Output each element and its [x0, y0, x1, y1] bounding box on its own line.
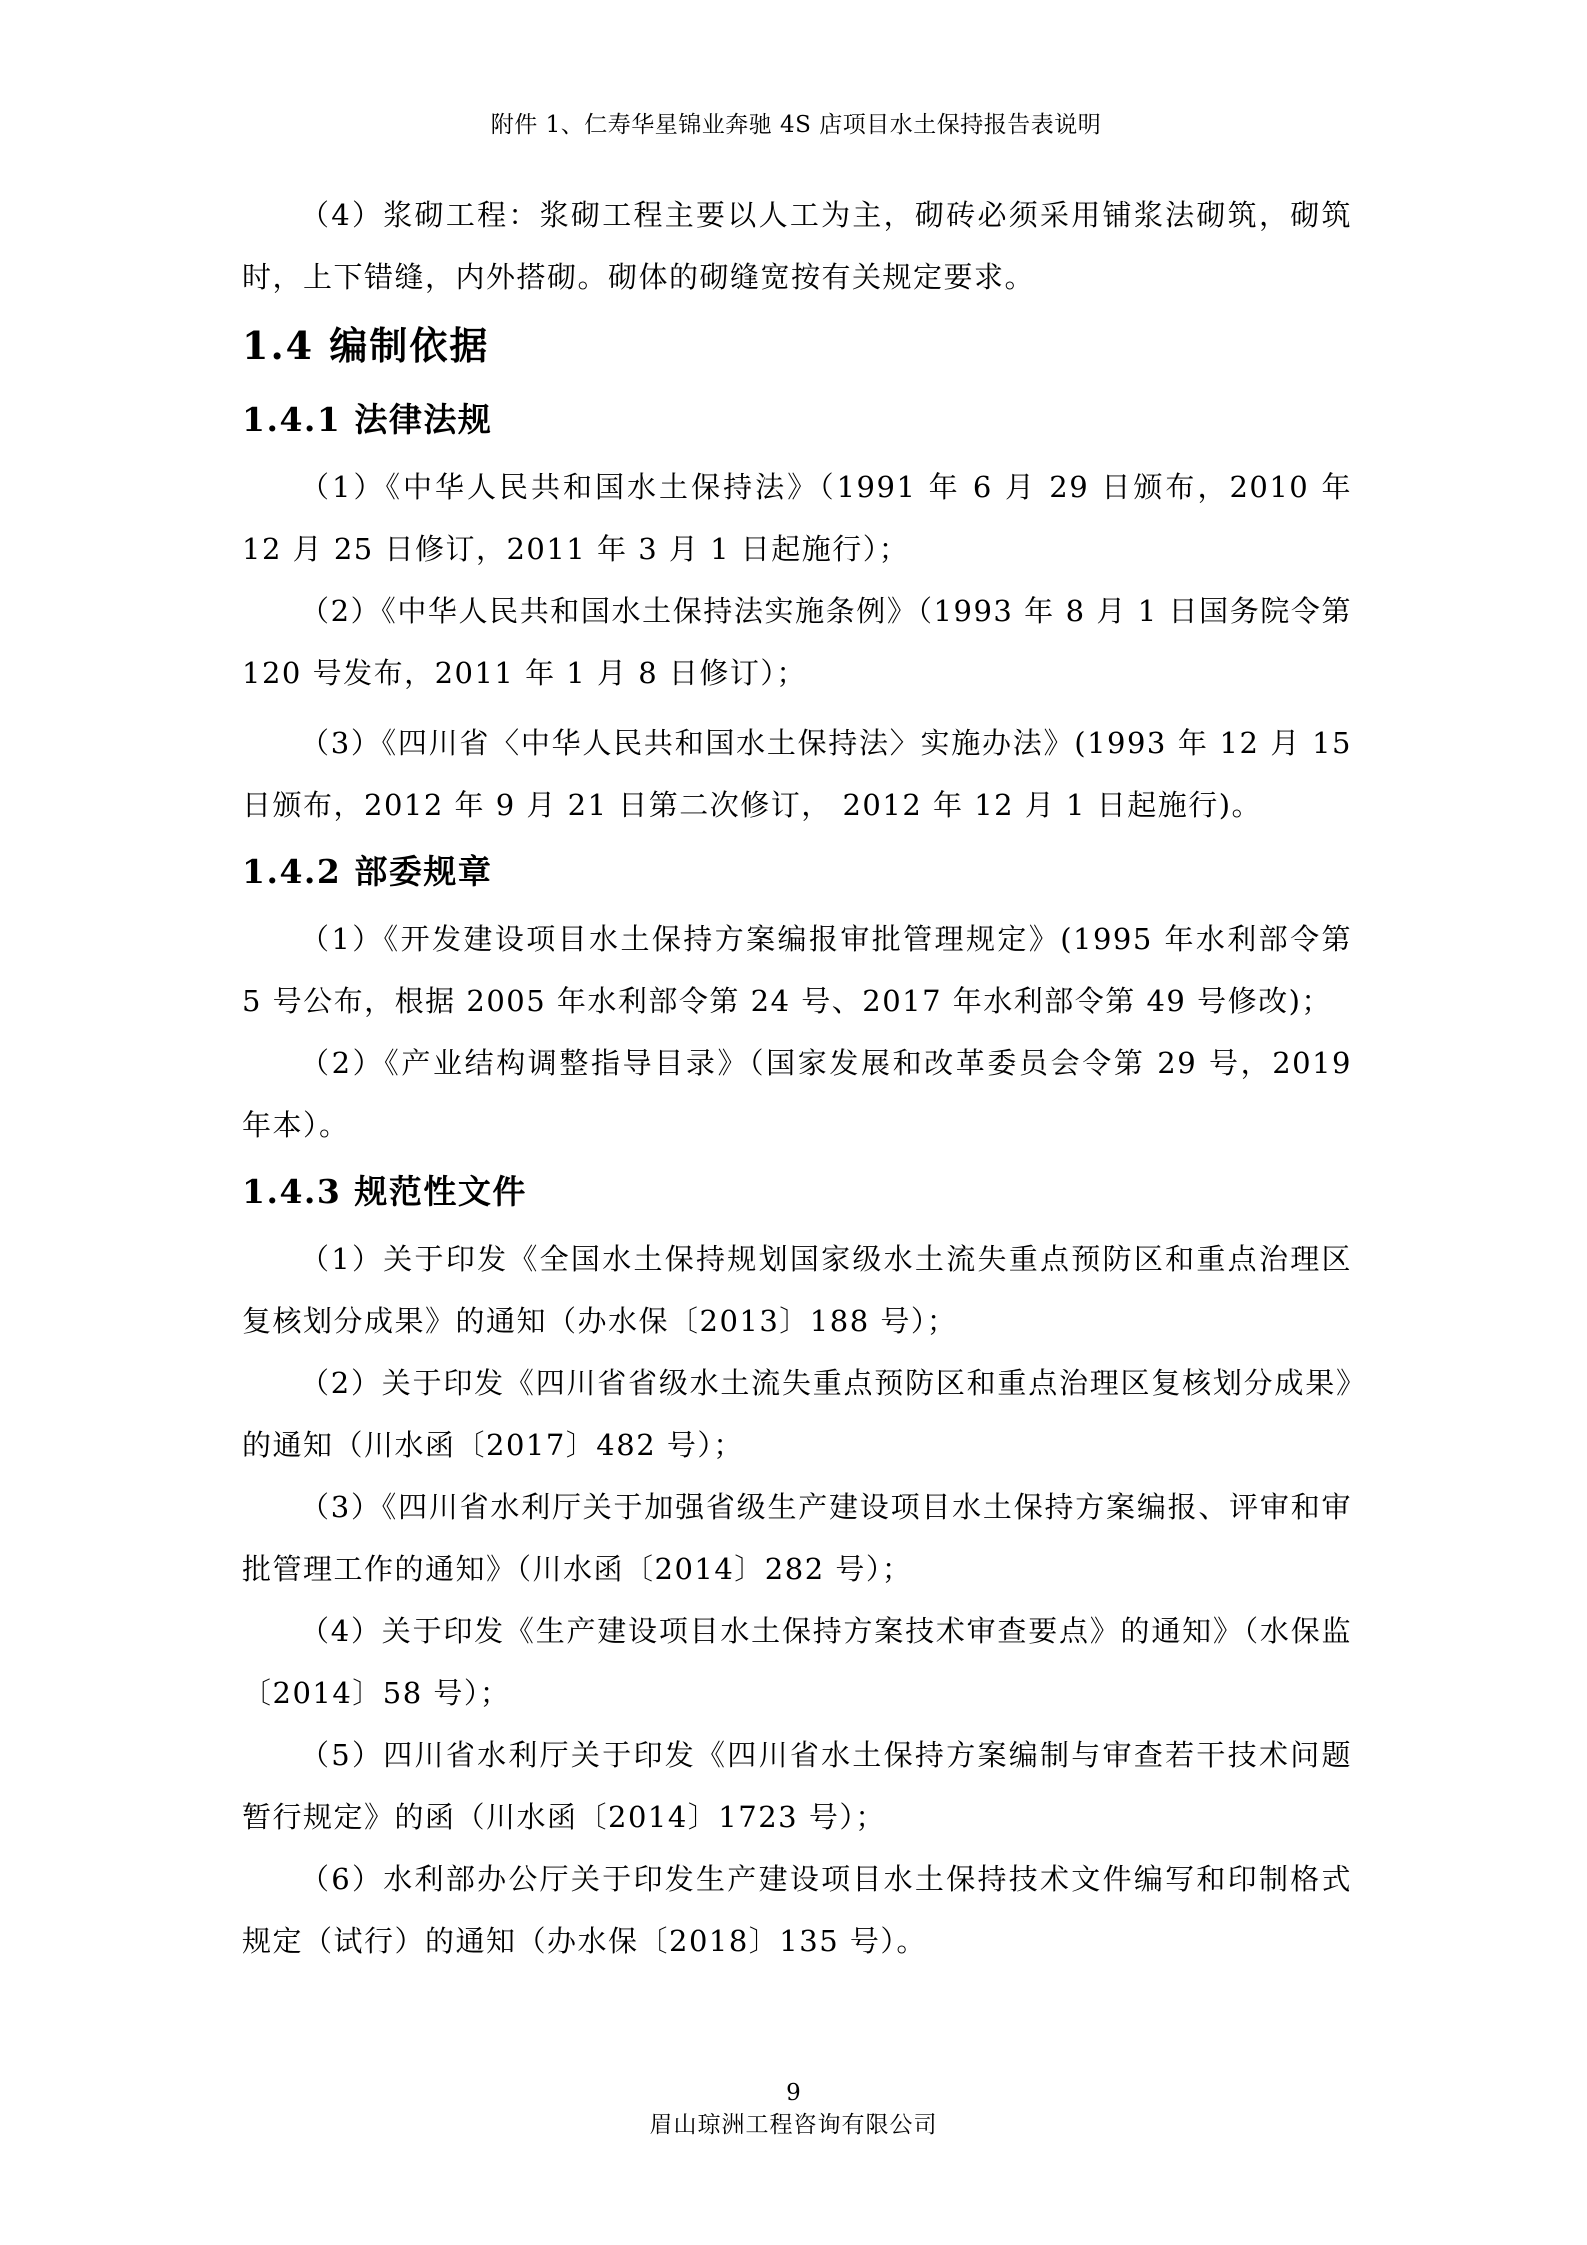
normative-item-4: （4）关于印发《生产建设项目水土保持方案技术审查要点》的通知》（水保监〔2014〕58 号）； [242, 1614, 1352, 1710]
subsection-heading-1-4-3: 1.4.3 规范性文件 [242, 1172, 527, 1211]
page-content [242, 184, 1352, 1972]
law-item-1: （1）《中华人民共和国水土保持法》（1991 年 6 月 29 日颁布，2010 年 12 月 25 日修订，2011 年 3 月 1 日起施行）； [242, 470, 1352, 566]
normative-item-6: （6）水利部办公厅关于印发生产建设项目水土保持技术文件编写和印制格式规定（试行）的通知（办水保〔2018〕135 号）。 [242, 1862, 1352, 1958]
law-item-3: （3）《四川省〈中华人民共和国水土保持法〉实施办法》(1993 年 12 月 15 日颁布，2012 年 9 月 21 日第二次修订， 2012 年 12 月 1 日起施行)。 [242, 726, 1352, 822]
company-name: 眉山琼洲工程咨询有限公司 [649, 2112, 938, 2138]
normative-item-1: （1）关于印发《全国水土保持规划国家级水土流失重点预防区和重点治理区复核划分成果》的通知（办水保〔2013〕188 号）； [242, 1242, 1352, 1338]
section-heading-1-4: 1.4 编制依据 [242, 323, 490, 368]
page-header: 附件 1、仁寿华星锦业奔驰 4S 店项目水土保持报告表说明 [490, 112, 1102, 138]
law-item-2: （2）《中华人民共和国水土保持法实施条例》（1993 年 8 月 1 日国务院令第 120 号发布，2011 年 1 月 8 日修订）； [242, 594, 1352, 690]
normative-item-5: （5）四川省水利厅关于印发《四川省水土保持方案编制与审查若干技术问题暂行规定》的函（川水函〔2014〕1723 号）； [242, 1738, 1352, 1834]
regulation-item-2: （2）《产业结构调整指导目录》（国家发展和改革委员会令第 29 号，2019 年本）。 [242, 1046, 1352, 1142]
regulation-item-1: （1）《开发建设项目水土保持方案编报审批管理规定》(1995 年水利部令第 5 号公布，根据 2005 年水利部令第 24 号、2017 年水利部令第 49 号修改)； [242, 922, 1352, 1018]
subsection-heading-1-4-2: 1.4.2 部委规章 [242, 852, 493, 891]
normative-item-2: （2）关于印发《四川省省级水土流失重点预防区和重点治理区复核划分成果》的通知（川水函〔2017〕482 号）； [242, 1366, 1352, 1462]
page-number: 9 [786, 2080, 801, 2106]
subsection-heading-1-4-1: 1.4.1 法律法规 [242, 400, 493, 439]
normative-item-3: （3）《四川省水利厅关于加强省级生产建设项目水土保持方案编报、评审和审批管理工作的通知》（川水函〔2014〕282 号）； [242, 1490, 1352, 1586]
masonry-paragraph: （4）浆砌工程：浆砌工程主要以人工为主，砌砖必须采用铺浆法砌筑，砌筑时，上下错缝，内外搭砌。砌体的砌缝宽按有关规定要求。 [242, 198, 1352, 294]
